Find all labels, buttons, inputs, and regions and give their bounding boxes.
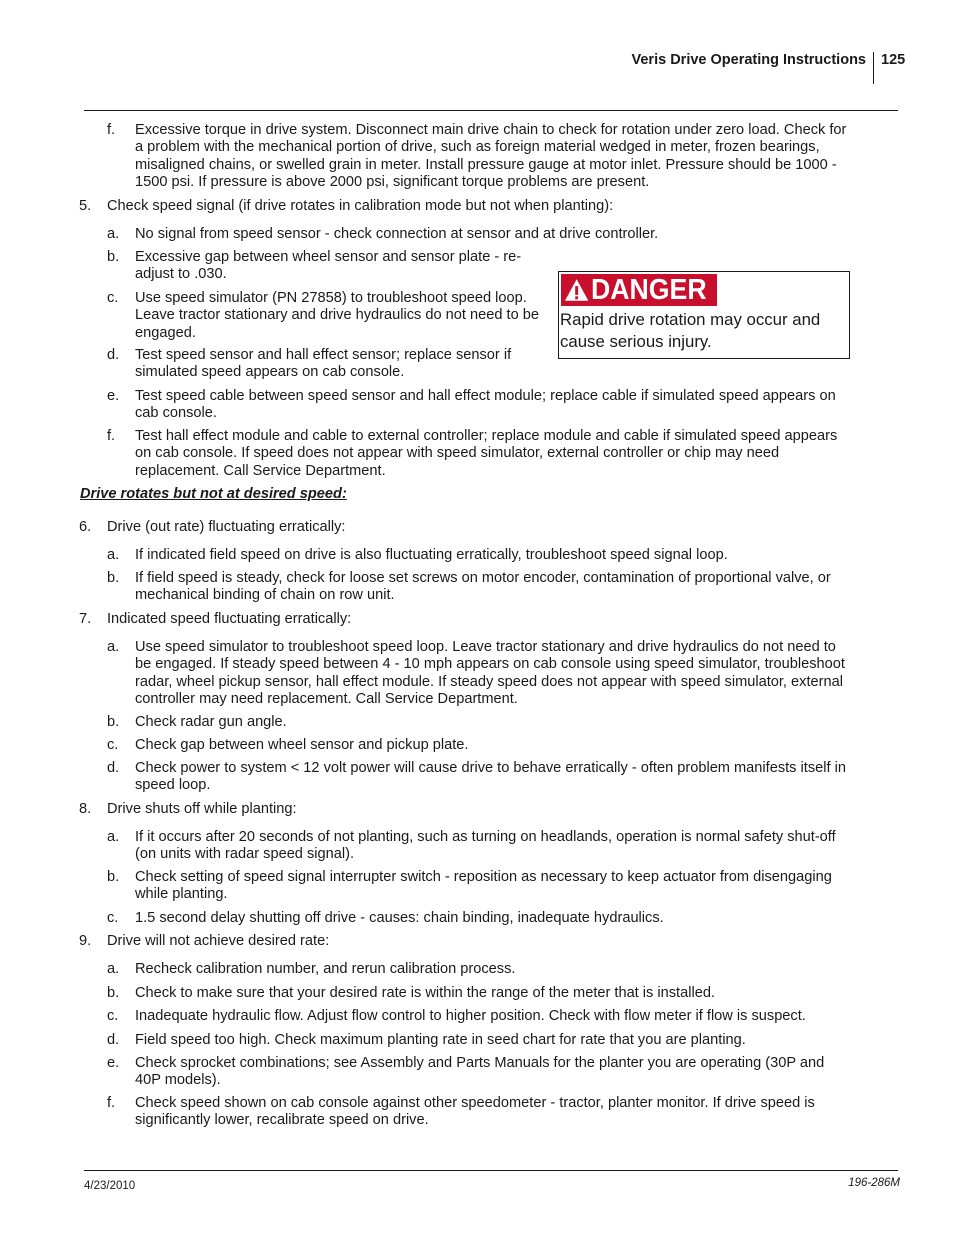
list-text: 1.5 second delay shutting off drive - causes: chain binding, inadequate hydraulics. [135,910,664,926]
list-text: Check to make sure that your desired rate is within the range of the meter that is installed. [135,985,715,1001]
list-marker: 6. [79,519,92,535]
list-text: If it occurs after 20 seconds of not planting, such as turning on headlands, operation is normal safety shut-off (on units with radar speed signal). [135,829,836,863]
list-marker: f. [107,1095,116,1111]
list-text: Use speed simulator to troubleshoot speed loop. Leave tractor stationary and drive hydraulics do not need to be engaged. If steady speed between 4 - 10 mph appears on cab console using speed simulator, troubleshoot radar, wheel pickup sensor, hall effect module. If steady speed does not appear with speed simulator, external controller may need replacement. Call Service Department. [135,639,845,707]
list-marker: e. [107,388,120,404]
list-item [107,570,852,605]
list-item [107,760,852,795]
footer-doc-number: 196-286M [848,1177,900,1189]
list-item [107,714,852,731]
list-item [107,1032,852,1049]
list-marker: 8. [79,801,92,817]
list-item [79,801,852,818]
list-item [79,933,852,950]
list-marker: c. [107,1008,119,1024]
footer-date: 4/23/2010 [84,1180,136,1192]
list-item [107,961,852,978]
list-item [107,428,852,480]
list-text: Use speed simulator (PN 27858) to troubleshoot speed loop. Leave tractor stationary and drive hydraulics do not need to be engaged. [135,290,540,341]
list-marker: d. [107,760,120,776]
list-text: Field speed too high. Check maximum planting rate in seed chart for rate that you are planting. [135,1032,746,1048]
list-item [107,226,852,243]
list-text: Recheck calibration number, and rerun calibration process. [135,961,516,977]
list-marker: c. [107,910,119,926]
list-marker: e. [107,1055,120,1071]
list-marker: 7. [79,611,92,627]
list-marker: d. [107,1032,120,1048]
list-item [107,639,852,708]
list-text: Check radar gun angle. [135,714,287,730]
list-marker: b. [107,985,120,1001]
danger-label: DANGER [591,274,707,306]
list-text: Excessive gap between wheel sensor and sensor plate - re-adjust to .030. [135,249,522,283]
section-heading: Drive rotates but not at desired speed: [80,486,347,502]
list-text: Test speed sensor and hall effect sensor; replace sensor if simulated speed appears on cab console. [135,347,512,381]
list-marker: b. [107,714,120,730]
list-marker: b. [107,570,120,586]
list-text: If field speed is steady, check for loose set screws on motor encoder, contamination of proportional valve, or mechanical binding of chain on row unit. [135,570,831,604]
list-item [107,1095,852,1130]
list-marker: c. [107,737,119,753]
list-text: Test speed cable between speed sensor and hall effect module; replace cable if simulated speed appears on cab console. [135,388,836,422]
list-item [107,869,852,904]
list-text: Test hall effect module and cable to external controller; replace module and cable if simulated speed appears on cab console. If speed does not appear with speed simulator, external controller or chip may need replacement. Call Service Department. [135,428,838,479]
list-text: Check sprocket combinations; see Assembly and Parts Manuals for the planter you are operating (30P and 40P models). [135,1055,825,1089]
list-text: Check setting of speed signal interrupter switch - reposition as necessary to keep actuator from disengaging while planting. [135,869,832,903]
list-text: No signal from speed sensor - check connection at sensor and at drive controller. [135,226,659,242]
list-text: Drive shuts off while planting: [107,801,297,817]
list-item [107,547,852,564]
list-marker: a. [107,829,120,845]
list-text: Check speed shown on cab console against other speedometer - tractor, planter monitor. If drive speed is significantly lower, recalibrate speed on drive. [135,1095,815,1129]
list-item [107,388,852,423]
list-marker: a. [107,639,120,655]
list-text: Drive will not achieve desired rate: [107,933,330,949]
list-marker: f. [107,428,116,444]
list-item [107,737,852,754]
list-item [107,347,543,382]
list-item [79,198,852,215]
list-marker: a. [107,547,120,563]
list-text: Check gap between wheel sensor and pickup plate. [135,737,469,753]
warning-triangle-icon [564,277,589,303]
footer-rule [84,1170,898,1171]
header-rule [84,110,898,111]
danger-callout [558,271,850,359]
list-marker: b. [107,249,120,265]
list-item [107,985,852,1002]
header-separator [873,52,874,84]
list-text: Inadequate hydraulic flow. Adjust flow control to higher position. Check with flow meter if flow is suspect. [135,1008,806,1024]
list-item [107,1008,852,1025]
list-item [79,519,852,536]
list-item [107,290,553,342]
danger-banner [561,274,717,306]
page-number: 125 [881,52,906,68]
list-item [79,611,852,628]
list-text: Check power to system < 12 volt power will cause drive to behave erratically - often problem manifests itself in speed loop. [135,760,846,794]
list-marker: d. [107,347,120,363]
list-marker: b. [107,869,120,885]
list-item [107,1055,852,1090]
list-marker: f. [107,122,116,138]
list-text: Excessive torque in drive system. Disconnect main drive chain to check for rotation under zero load. Check for a problem with the mechanical portion of drive, such as foreign material wedged in meter, frozen bearings, misaligned chains, or swelled grain in meter. Install pressure gauge at motor inlet. Pressure should be 1000 - 1500 psi. If pressure is above 2000 psi, significant torque problems are present. [135,122,847,190]
list-item [107,910,852,927]
list-item [107,829,852,864]
list-text: If indicated field speed on drive is also fluctuating erratically, troubleshoot speed signal loop. [135,547,728,563]
list-marker: a. [107,961,120,977]
list-item [107,249,548,284]
list-text: Drive (out rate) fluctuating erratically: [107,519,346,535]
header-title: Veris Drive Operating Instructions [631,52,866,68]
list-marker: a. [107,226,120,242]
list-marker: 5. [79,198,92,214]
list-marker: c. [107,290,119,306]
list-item [107,122,852,191]
list-text: Indicated speed fluctuating erratically: [107,611,352,627]
list-marker: 9. [79,933,92,949]
list-text: Check speed signal (if drive rotates in calibration mode but not when planting): [107,198,614,214]
danger-message: Rapid drive rotation may occur and cause serious injury. [560,310,821,351]
